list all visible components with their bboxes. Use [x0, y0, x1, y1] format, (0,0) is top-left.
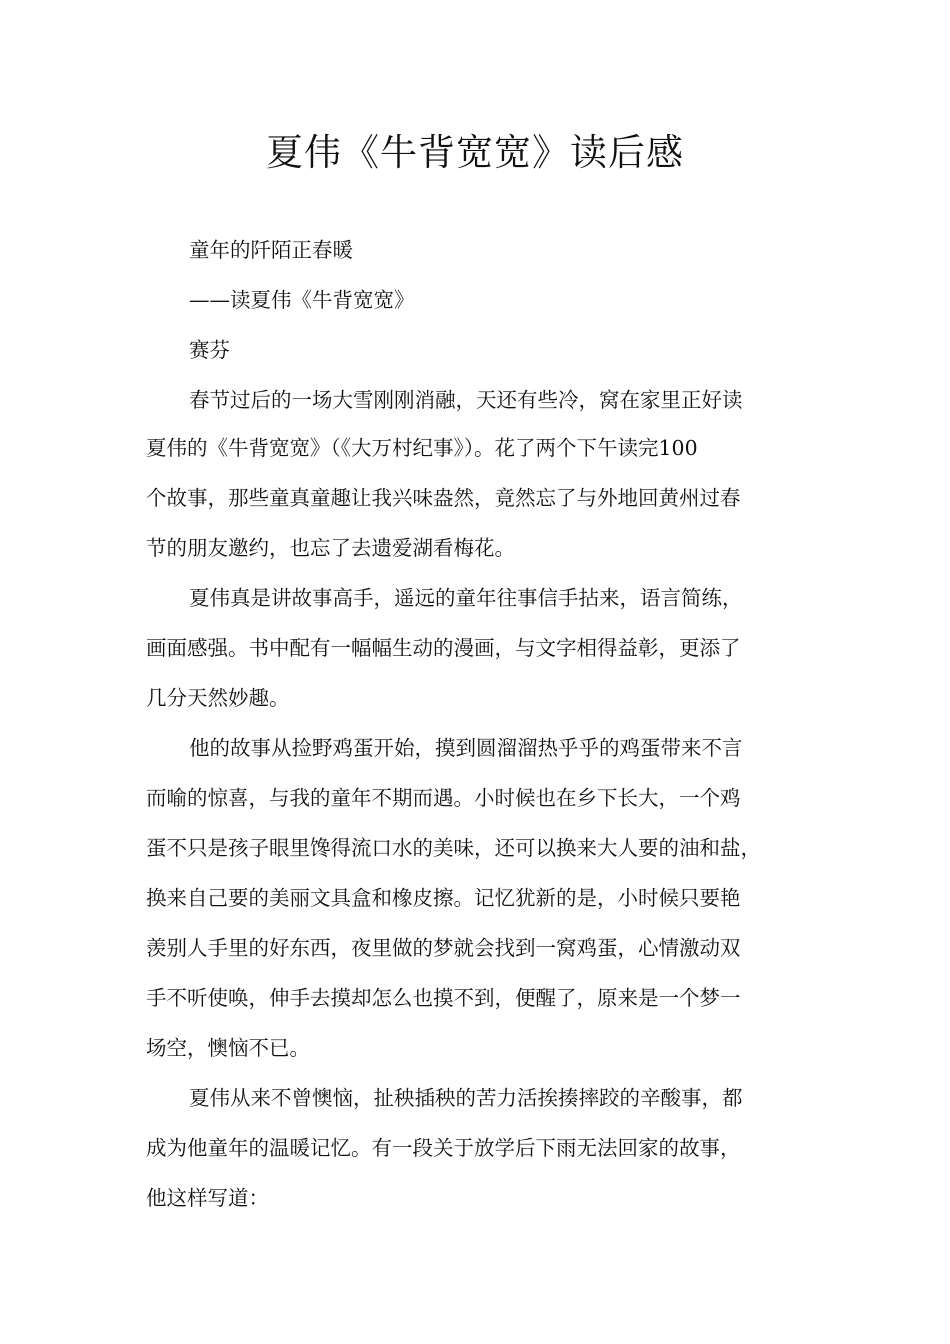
paragraph-2-line-3: 几分天然妙趣。	[146, 686, 290, 710]
paragraph-4-line-2: 成为他童年的温暖记忆。有一段关于放学后下雨无法回家的故事，	[146, 1136, 741, 1160]
paragraph-3-line-6: 手不听使唤，伸手去摸却怎么也摸不到，便醒了，原来是一个梦一	[146, 986, 741, 1010]
essay-subtitle: 童年的阡陌正春暖	[189, 238, 353, 262]
paragraph-1-line-1: 春节过后的一场大雪刚刚消融，天还有些冷，窝在家里正好读	[189, 388, 743, 412]
paragraph-1-line-3: 个故事，那些童真童趣让我兴味盎然，竟然忘了与外地回黄州过春	[146, 486, 741, 510]
page-title: 夏伟《牛背宽宽》读后感	[266, 131, 684, 174]
paragraph-2-line-2: 画面感强。书中配有一幅幅生动的漫画，与文字相得益彰，更添了	[146, 636, 741, 660]
paragraph-1-line-2: 夏伟的《牛背宽宽》（《大万村纪事》）。花了两个下午读完100	[146, 436, 698, 460]
essay-byline: ——读夏伟《牛背宽宽》	[189, 288, 415, 312]
paragraph-1-line-4: 节的朋友邀约，也忘了去遗爱湖看梅花。	[146, 536, 515, 560]
paragraph-2-line-1: 夏伟真是讲故事高手，遥远的童年往事信手拈来，语言简练，	[189, 586, 743, 610]
paragraph-4-line-3: 他这样写道：	[146, 1186, 269, 1210]
paragraph-3-line-4: 换来自己要的美丽文具盒和橡皮擦。记忆犹新的是，小时候只要艳	[146, 886, 741, 910]
essay-author: 赛芬	[189, 338, 230, 362]
paragraph-3-line-5: 羡别人手里的好东西，夜里做的梦就会找到一窝鸡蛋，心情激动双	[146, 936, 741, 960]
paragraph-4-line-1: 夏伟从来不曾懊恼，扯秧插秧的苦力活挨揍摔跤的辛酸事，都	[189, 1086, 743, 1110]
paragraph-3-line-3: 蛋不只是孩子眼里馋得流口水的美味，还可以换来大人要的油和盐，	[146, 836, 761, 860]
paragraph-3-line-7: 场空，懊恼不已。	[146, 1036, 310, 1060]
paragraph-3-line-2: 而喻的惊喜，与我的童年不期而遇。小时候也在乡下长大，一个鸡	[146, 786, 741, 810]
paragraph-3-line-1: 他的故事从捡野鸡蛋开始，摸到圆溜溜热乎乎的鸡蛋带来不言	[189, 736, 743, 760]
